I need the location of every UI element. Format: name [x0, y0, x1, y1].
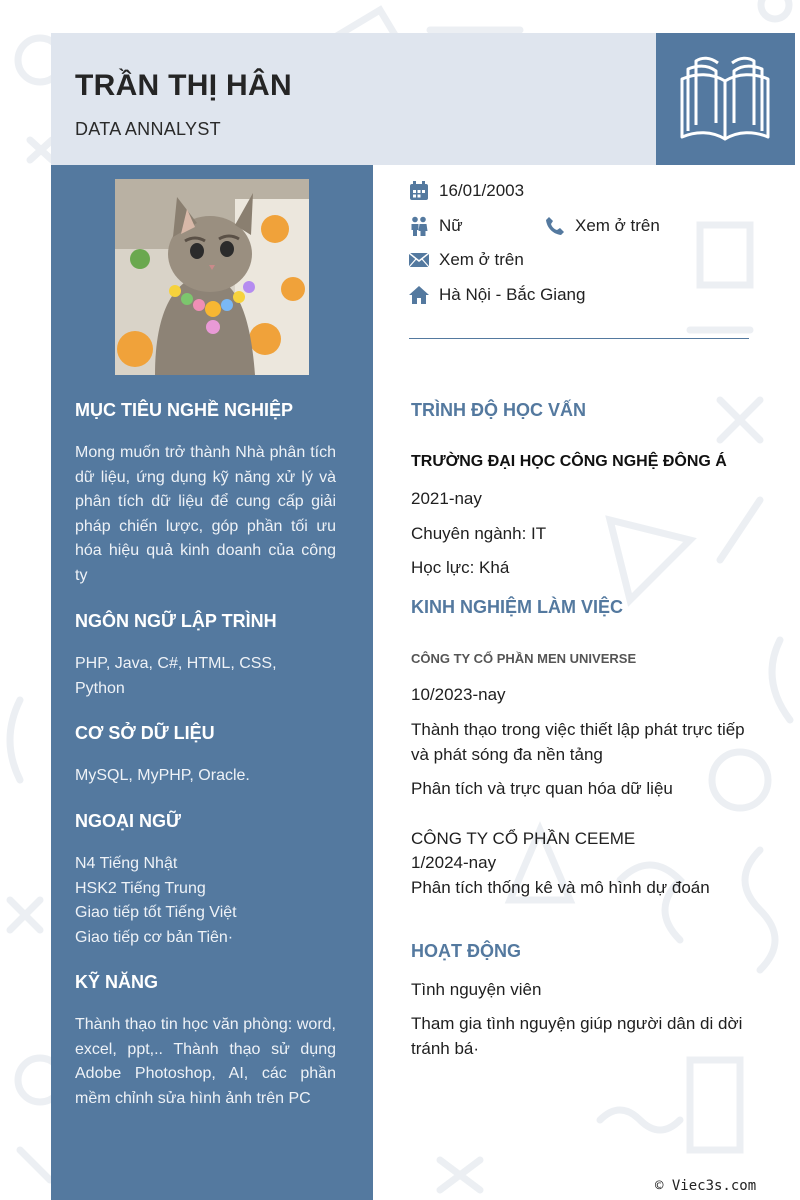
email-value: Xem ở trên	[439, 250, 524, 269]
language-item: Giao tiếp cơ bản Tiên·	[75, 928, 234, 946]
education-heading: TRÌNH ĐỘ HỌC VẤN	[411, 400, 586, 420]
calendar-icon	[409, 181, 429, 201]
database-text: MySQL, MyPHP, Oracle.	[75, 767, 250, 784]
company-name: CÔNG TY CỔ PHẦN CEEME	[411, 829, 636, 848]
activity-role: Tình nguyện viên	[411, 980, 542, 999]
phone-value: Xem ở trên	[575, 216, 660, 235]
candidate-name: TRẦN THỊ HÂN	[75, 69, 292, 102]
job-period: 10/2023-nay	[411, 685, 506, 704]
language-item: Giao tiếp tốt Tiếng Việt	[75, 904, 237, 921]
activity-description: Tham gia tình nguyện giúp người dân di dời tránh bá·	[411, 1014, 743, 1058]
home-icon	[409, 285, 429, 305]
address-value: Hà Nội - Bắc Giang	[439, 285, 586, 304]
language-item: N4 Tiếng Nhật	[75, 855, 178, 872]
envelope-icon	[409, 250, 429, 270]
contact-divider	[409, 338, 749, 339]
programming-heading: NGÔN NGỮ LẬP TRÌNH	[75, 611, 277, 631]
job-description: Thành thạo trong việc thiết lập phát trực tiếp và phát sóng đa nền tảng	[411, 720, 745, 764]
logo-box	[656, 33, 795, 165]
job-period: 1/2024-nay	[411, 853, 497, 872]
objective-text: Mong muốn trở thành Nhà phân tích dữ liệu, ứng dụng kỹ năng xử lý và phân tích dữ liệu để cung cấp giải pháp chiến lược, góp phần tối ưu hóa hiệu quả kinh doanh của công ty	[75, 444, 336, 584]
company-name: CÔNG TY CỔ PHẦN MEN UNIVERSE	[411, 651, 637, 666]
programming-text: PHP, Java, C#, HTML, CSS, Python	[75, 655, 277, 697]
skills-text: Thành thạo tin học văn phòng: word, excel, ppt,.. Thành thạo sử dụng Adobe Photoshop, AI, các phần mềm chỉnh sửa hình ảnh trên PC	[75, 1016, 336, 1107]
activities-heading: HOẠT ĐỘNG	[411, 941, 521, 961]
skills-heading: KỸ NĂNG	[75, 972, 159, 992]
phone-row	[545, 214, 660, 238]
people-icon	[409, 216, 429, 236]
languages-heading: NGOẠI NGỮ	[75, 811, 181, 831]
languages-list	[75, 852, 336, 950]
gender-row	[409, 214, 463, 238]
cat-photo-illustration	[115, 179, 309, 375]
education-period: 2021-nay	[411, 489, 482, 508]
school-name: TRƯỜNG ĐẠI HỌC CÔNG NGHỆ ĐÔNG Á	[411, 453, 727, 470]
footer-credit: © Viec3s.com	[655, 1178, 757, 1194]
birthday-value: 16/01/2003	[439, 181, 525, 200]
phone-icon	[545, 216, 565, 236]
email-row	[409, 248, 524, 272]
language-item: HSK2 Tiếng Trung	[75, 879, 206, 897]
database-heading: CƠ SỞ DỮ LIỆU	[75, 723, 215, 743]
address-row	[409, 283, 585, 307]
birthday-row	[409, 179, 524, 203]
header	[51, 33, 656, 165]
job-title: DATA ANNALYST	[75, 119, 221, 139]
profile-photo	[115, 179, 309, 375]
objective-heading: MỤC TIÊU NGHỀ NGHIỆP	[75, 400, 294, 420]
education-grade: Học lực: Khá	[411, 558, 510, 577]
open-book-icon	[678, 53, 772, 145]
gender-value: Nữ	[439, 216, 463, 235]
job-description: Phân tích thống kê và mô hình dự đoán	[411, 878, 710, 897]
sidebar	[51, 165, 373, 1200]
experience-heading: KINH NGHIỆM LÀM VIỆC	[411, 597, 624, 617]
job-description: Phân tích và trực quan hóa dữ liệu	[411, 779, 673, 798]
education-major: Chuyên ngành: IT	[411, 524, 547, 543]
